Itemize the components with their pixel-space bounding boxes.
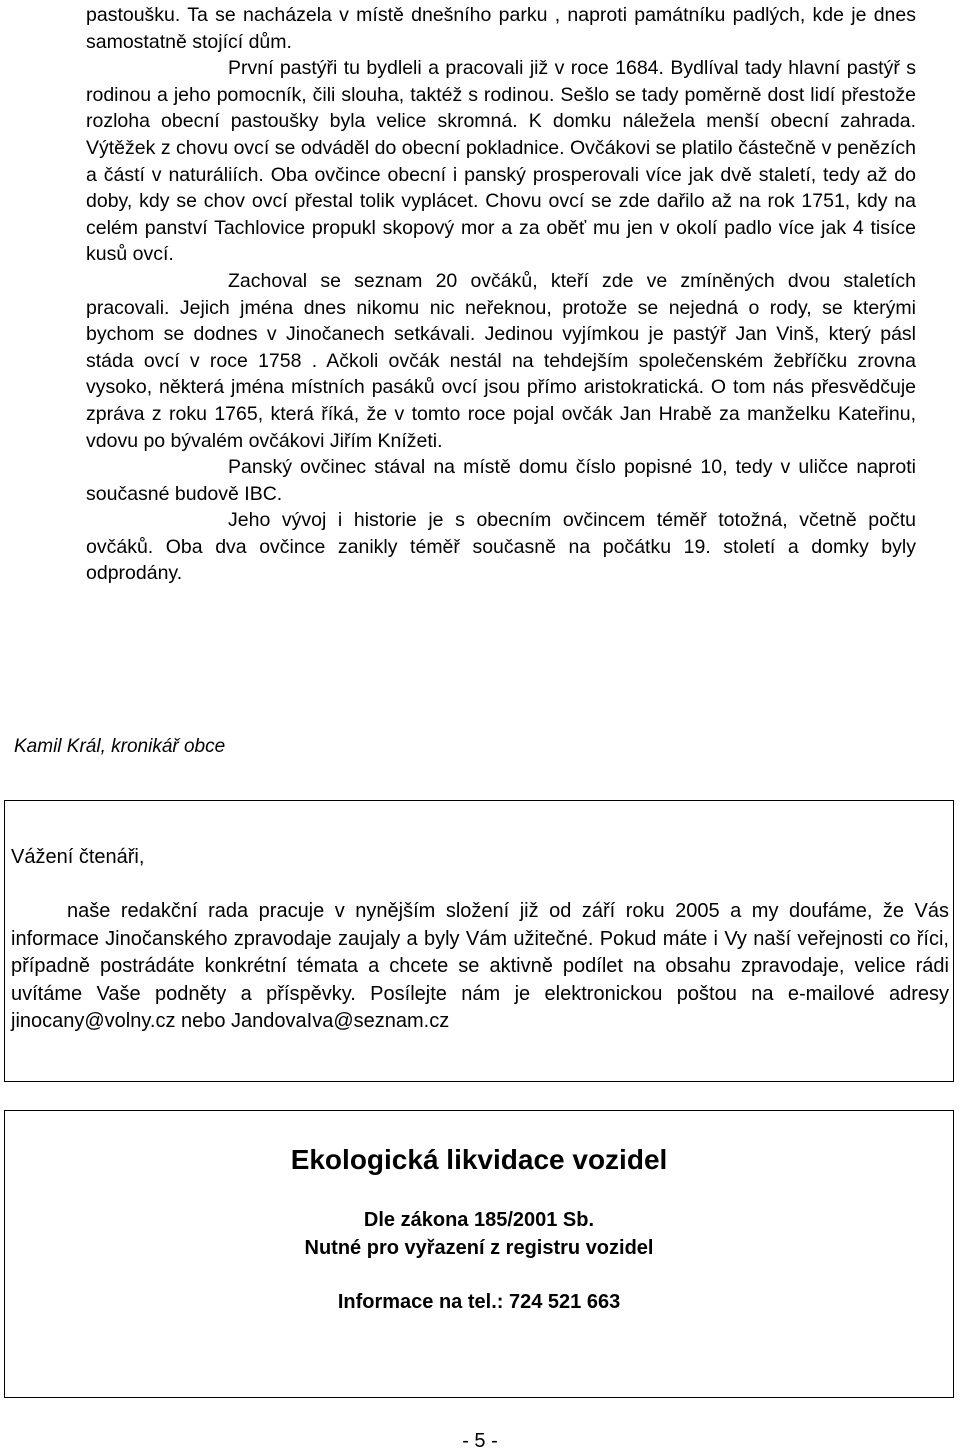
ad-law-line: Dle zákona 185/2001 Sb.	[363, 1209, 595, 1231]
ad-registry-line: Nutné pro vyřazení z registru vozidel	[304, 1237, 654, 1259]
author-signature: Kamil Král, kronikář obce	[14, 736, 226, 757]
notice-greeting: Vážení čtenáři,	[11, 846, 145, 868]
reader-notice-box	[4, 800, 954, 1082]
page-number: - 5 -	[462, 1430, 498, 1452]
ad-title: Ekologická likvidace vozidel	[290, 1144, 668, 1175]
notice-body: naše redakční rada pracuje v nynějším složení již od září roku 2005 a my doufáme, že Vás informace Jinočanského zpravodaje zaujaly a byly Vám užitečné. Pokud máte i Vy naší veřejnosti co říci, případně postrádáte konkrétní témata a chcete se aktivně podílet na obsahu zpravodaje, velice rádi uvítáme Vaše podněty a příspěvky. Posílejte nám je elektronickou poštou na e-mailové adresy jinocany@volny.cz nebo JandovaIva@seznam.cz	[11, 900, 949, 1033]
ad-phone-line: Informace na tel.: 724 521 663	[337, 1291, 621, 1313]
article-paragraph: pastoušku. Ta se nacházela v místě dnešního parku , naproti památníku padlých, kde je dnes samostatně stojící dům.	[86, 4, 916, 53]
article-paragraph: První pastýři tu bydleli a pracovali již v roce 1684. Bydlíval tady hlavní pastýř s rodinou a jeho pomocník, čili slouha, taktéž s rodinou. Sešlo se tady poměrně dost lidí přestože rozloha obecní pastoušky byla velice skromná. K domku náležela menší obecní zahrada. Výtěžek z chovu ovcí se odváděl do obecní pokladnice. Ovčákovi se platilo částečně v penězích a částí v naturáliích. Oba ovčince obecní i panský prosperovali více jak dvě staletí, tedy až do doby, kdy se chov ovcí přestal tolik vyplácet. Chovu ovcí se zde dařilo až na rok 1751, kdy na celém panství Tachlovice propukl skopový mor a za oběť mu jen v okolí padlo více jak 4 tisíce kusů ovcí.	[86, 57, 916, 266]
article-text	[86, 2, 916, 587]
article-paragraph: Panský ovčinec stával na místě domu číslo popisné 10, tedy v uličce naproti současné budově IBC.	[86, 456, 916, 505]
article-paragraph: Jeho vývoj i historie je s obecním ovčincem téměř totožná, včetně počtu ovčáků. Oba dva ovčince zanikly téměř současně na počátku 19. století a domky byly odprodány.	[86, 509, 916, 585]
advertisement-box	[4, 1110, 954, 1398]
article-paragraph: Zachoval se seznam 20 ovčáků, kteří zde ve zmíněných dvou staletích pracovali. Jejich jména dnes nikomu nic neřeknou, protože se nejedná o rody, se kterými bychom se dodnes v Jinočanech setkávali. Jedinou vyjímkou je pastýř Jan Vinš, který pásl stáda ovcí v roce 1758 . Ačkoli ovčák nestál na tehdejším společenském žebříčku zrovna vysoko, některá jména místních pasáků ovcí jsou přímo aristokratická. O tom nás přesvědčuje zpráva z roku 1765, která říká, že v tomto roce pojal ovčák Jan Hrabě za manželku Kateřinu, vdovu po bývalém ovčákovi Jiřím Knížeti.	[86, 269, 916, 452]
